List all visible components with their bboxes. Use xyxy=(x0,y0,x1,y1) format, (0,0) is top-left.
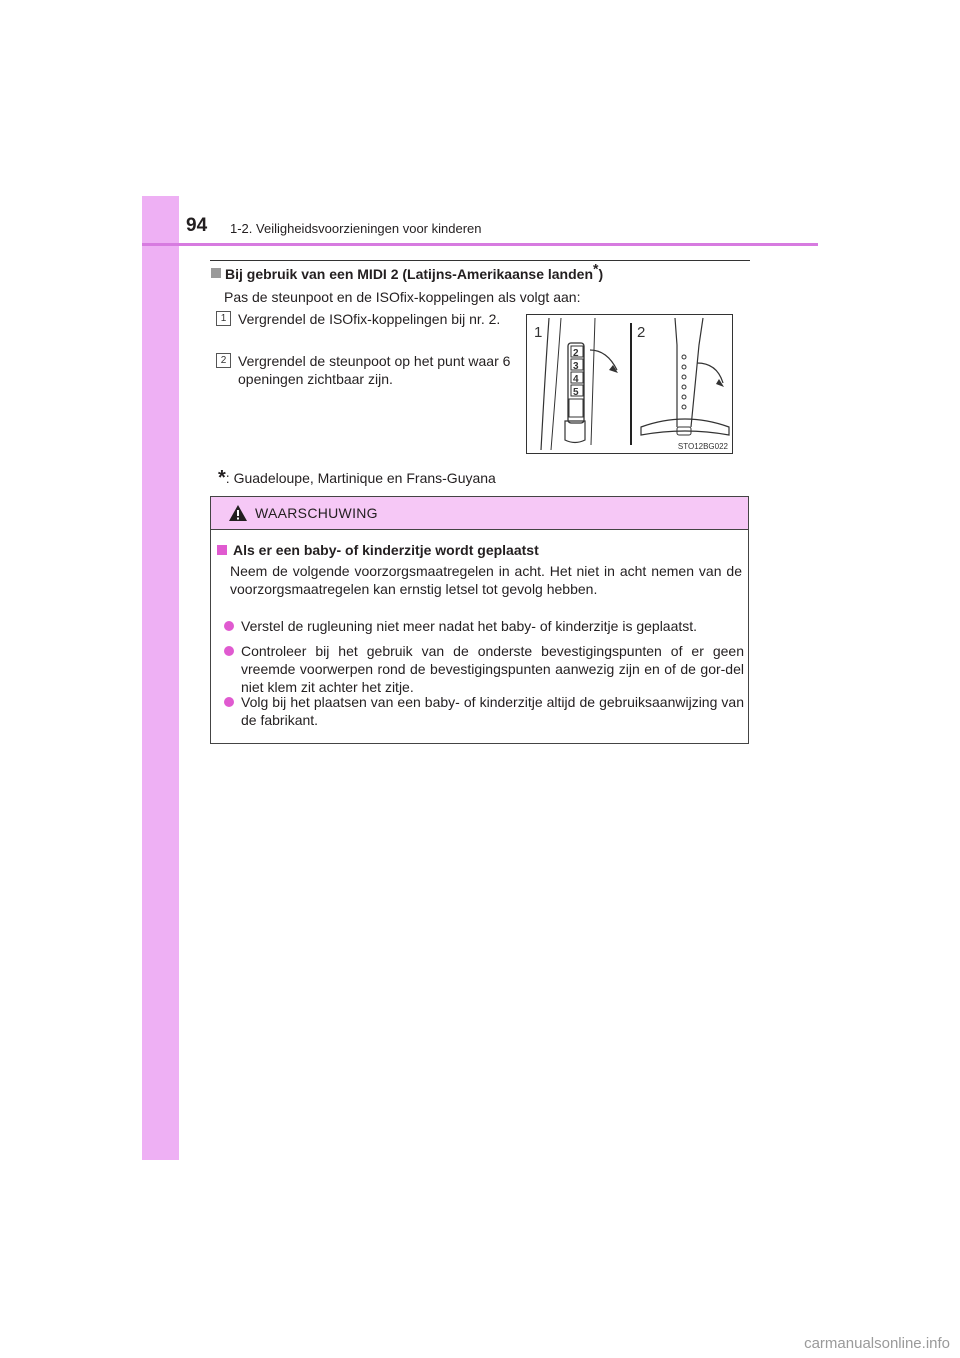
step-text: Vergrendel de steunpoot op het punt waar 6 openingen zichtbaar zijn. xyxy=(238,353,511,387)
page-number: 94 xyxy=(186,215,208,236)
warning-bullet xyxy=(224,642,744,696)
seat-edge-line xyxy=(551,318,561,450)
section-intro: Pas de steunpoot en de ISOfix-koppelingen als volgt aan: xyxy=(224,289,581,305)
slot-label: 5 xyxy=(573,387,579,398)
warning-subheading xyxy=(217,542,539,558)
isofix-illustration xyxy=(526,314,733,454)
running-header: 1-2. Veiligheidsvoorzieningen voor kinderen xyxy=(230,221,482,236)
square-bullet-icon xyxy=(211,268,221,278)
warning-box xyxy=(210,496,749,744)
slot-label: 4 xyxy=(573,374,579,385)
bullet-text: Volg bij het plaatsen van een baby- of kinderzitje altijd de gebruiksaanwijzing van de fabrikant. xyxy=(241,694,744,728)
leg-opening xyxy=(682,385,686,389)
step-number-badge: 1 xyxy=(216,311,231,326)
leg-opening xyxy=(682,355,686,359)
step-number-badge: 2 xyxy=(216,353,231,368)
callout-1: 1 xyxy=(534,324,543,341)
section-heading xyxy=(211,260,604,282)
bullet-dot-icon xyxy=(224,697,234,707)
section-divider xyxy=(210,260,750,261)
leg-opening xyxy=(682,395,686,399)
leg-opening xyxy=(682,365,686,369)
footnote-star: * xyxy=(593,260,599,277)
warning-bullet xyxy=(224,693,744,729)
section-heading-text: Bij gebruik van een MIDI 2 (Latijns-Amerikaanse landen xyxy=(225,266,593,282)
callout-2: 2 xyxy=(637,324,646,341)
seat-edge-line xyxy=(591,318,595,445)
chapter-sidebar-tab xyxy=(142,196,179,1160)
warning-subheading-text: Als er een baby- of kinderzitje wordt geplaatst xyxy=(233,542,539,558)
support-leg-line xyxy=(691,318,703,427)
latch-grip xyxy=(569,399,583,417)
bullet-dot-icon xyxy=(224,646,234,656)
footnote xyxy=(218,467,496,490)
leg-opening xyxy=(682,375,686,379)
warning-title: WAARSCHUWING xyxy=(255,505,378,521)
header-rule xyxy=(142,243,818,246)
bullet-dot-icon xyxy=(224,621,234,631)
warning-intro: Neem de volgende voorzorgsmaatregelen in acht. Het niet in acht nemen van de voorzorgsmaatregelen kan ernstig letsel tot gevolg hebben. xyxy=(230,563,742,597)
slot-label: 3 xyxy=(573,361,579,372)
figure-code: STO12BG022 xyxy=(677,442,728,451)
latch-base xyxy=(565,421,585,443)
footnote-text: : Guadeloupe, Martinique en Frans-Guyana xyxy=(225,470,496,486)
bullet-text: Verstel de rugleuning niet meer nadat het baby- of kinderzitje is geplaatst. xyxy=(241,618,698,634)
support-leg-line xyxy=(675,318,677,427)
footnote-star: * xyxy=(218,467,226,489)
square-bullet-icon xyxy=(217,545,227,555)
section-heading-close: ) xyxy=(598,266,604,282)
isofix-diagram xyxy=(527,315,732,453)
leg-opening xyxy=(682,405,686,409)
bullet-text: Controleer bij het gebruik van de onderste bevestigingspunten of er geen vreemde voorwerpen rond de bevestigingspunten aanwezig zijn en of de gor-del niet klem zit achter het zitje. xyxy=(241,643,744,695)
slot-label: 2 xyxy=(573,348,579,359)
watermark: carmanualsonline.info xyxy=(804,1335,950,1352)
warning-triangle-icon xyxy=(228,504,248,522)
step-text: Vergrendel de ISOfix-koppelingen bij nr. 2. xyxy=(238,311,501,327)
warning-bullet xyxy=(224,617,744,635)
warning-header xyxy=(211,497,748,530)
